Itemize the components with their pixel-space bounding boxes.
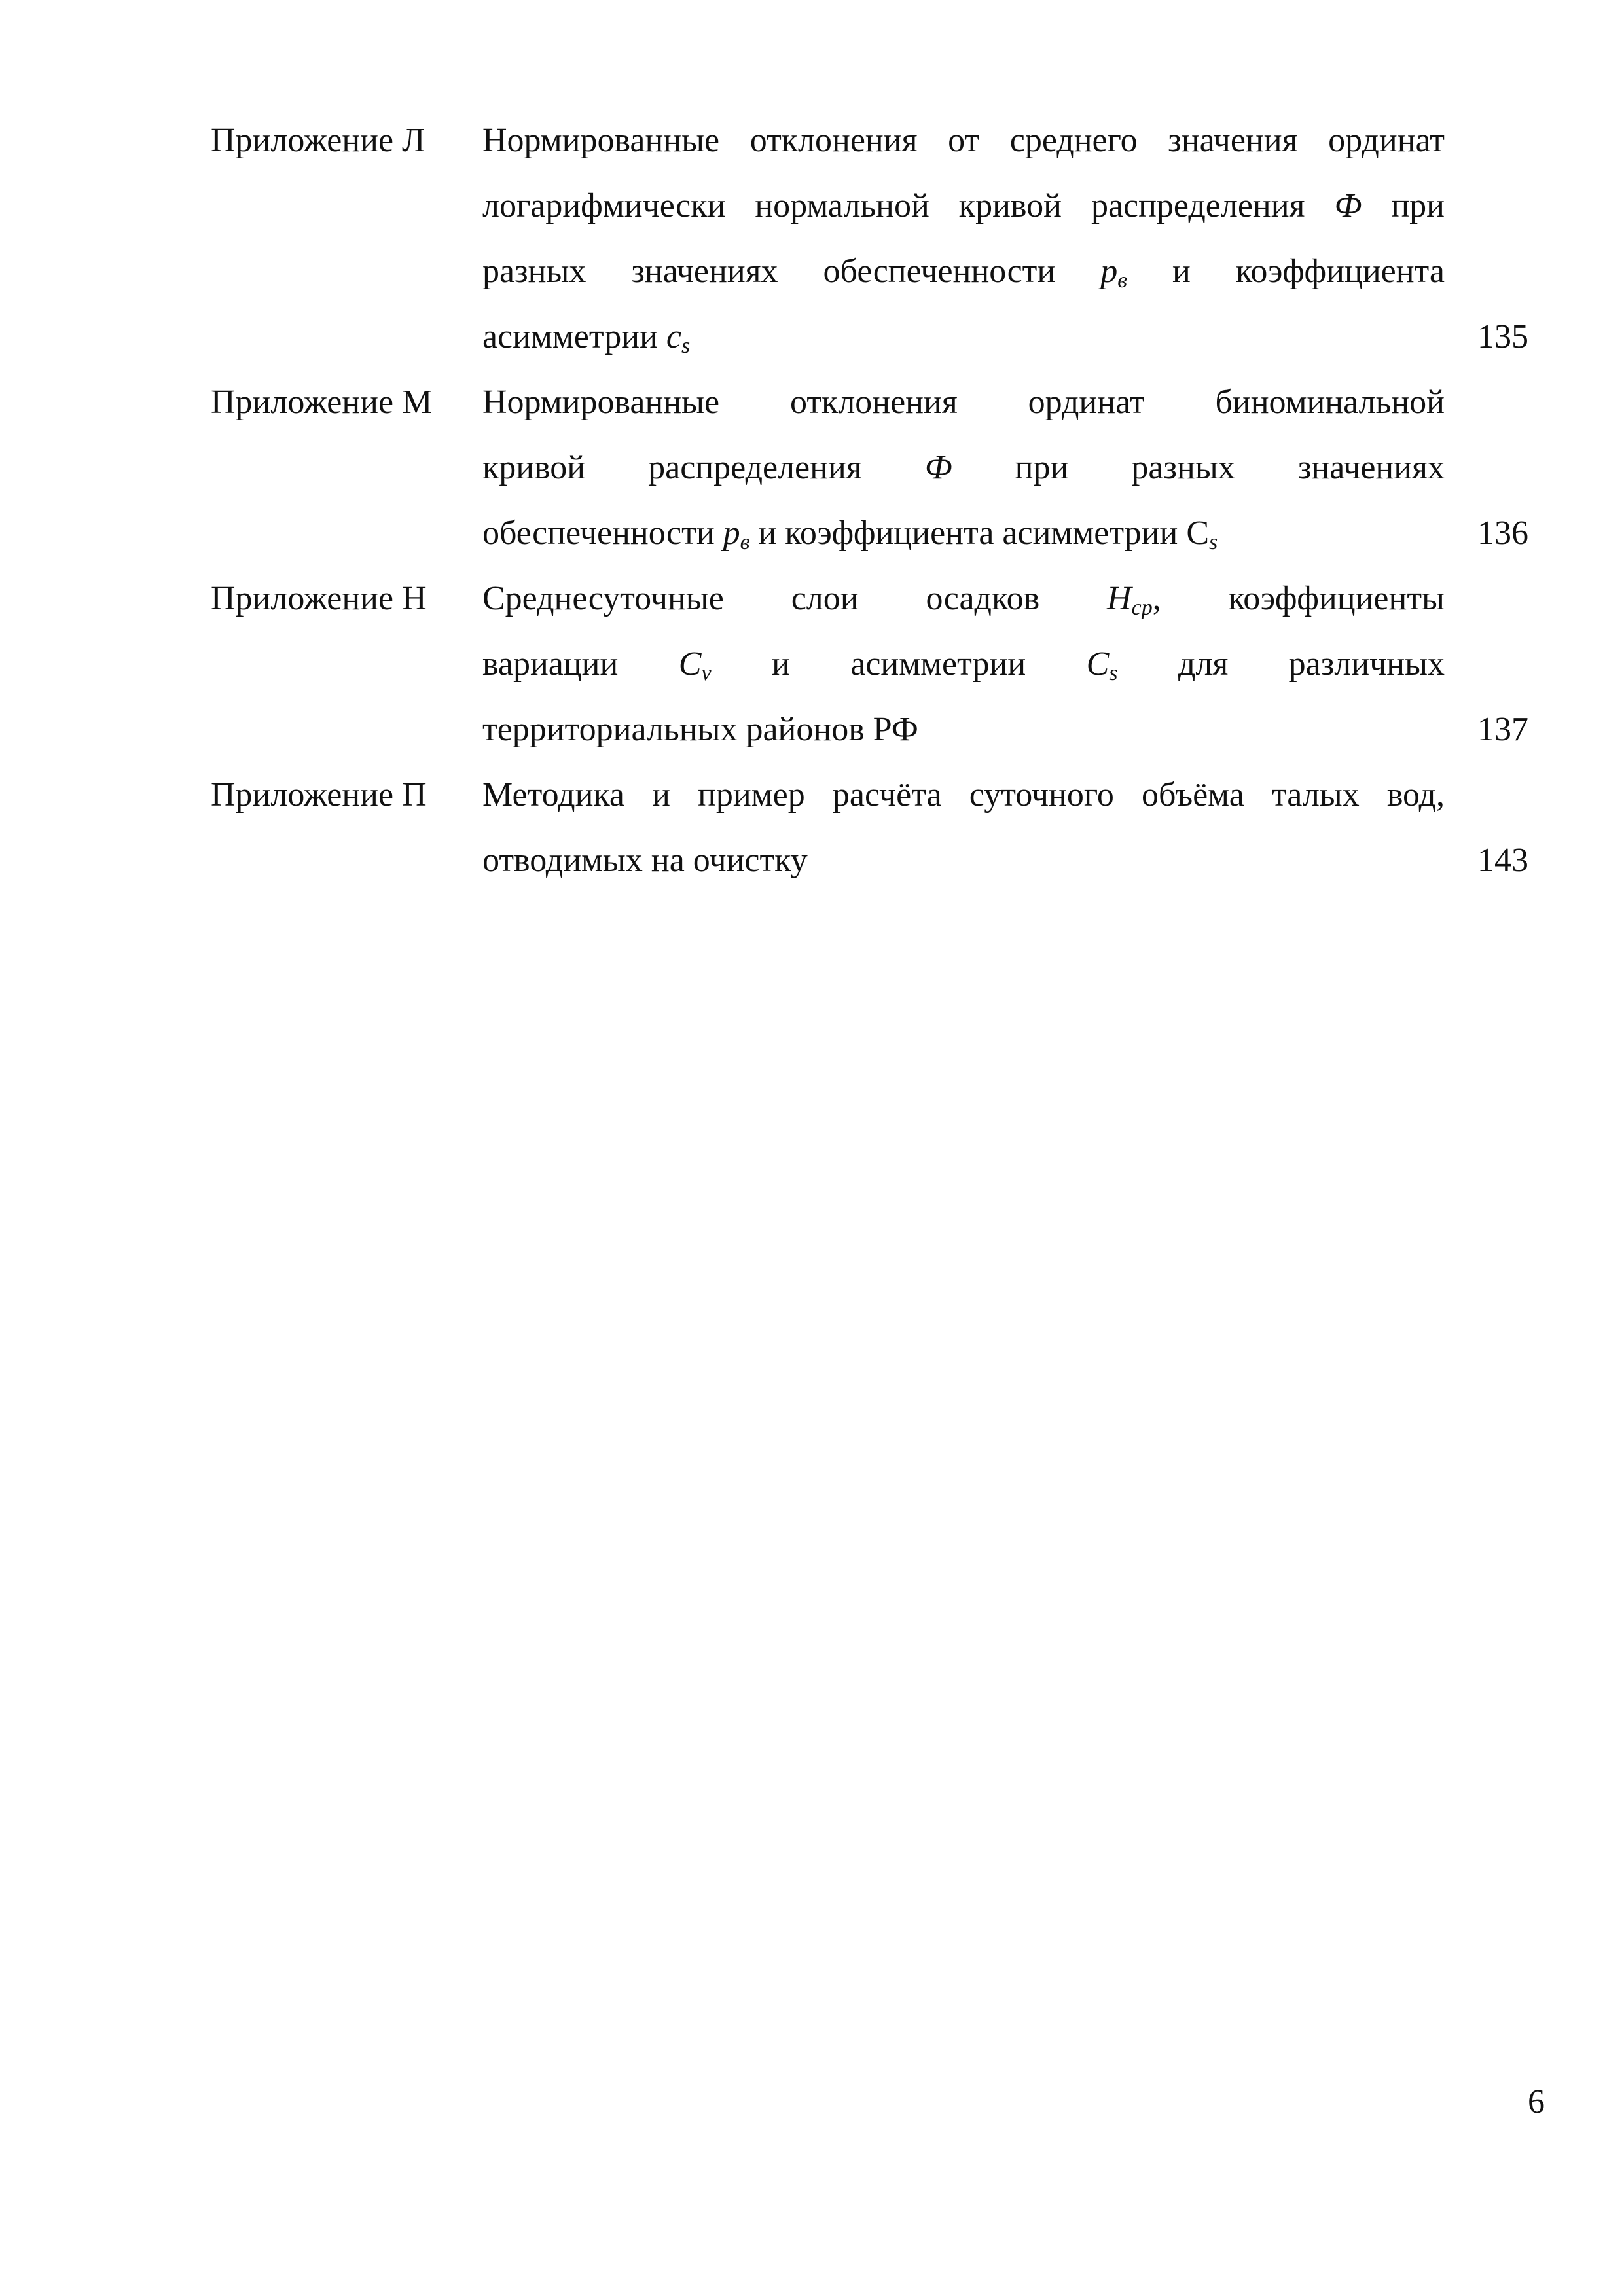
- toc-entry-label: Приложение П: [211, 776, 427, 814]
- toc-entry-title-line: [482, 501, 1445, 566]
- title-text: отводимых на очистку: [482, 842, 808, 879]
- title-text: вариации: [482, 645, 679, 683]
- toc-entry-title-line: [482, 370, 1445, 435]
- subscript-text: в: [1117, 268, 1127, 293]
- toc-entry-title-line: [482, 566, 1445, 632]
- toc-entry-page: 137: [1477, 711, 1528, 748]
- italic-symbol: C: [678, 645, 702, 683]
- toc-entry-page: 136: [1477, 514, 1528, 552]
- toc-entry-title: [482, 566, 1445, 762]
- italic-symbol: H: [1107, 580, 1132, 617]
- toc-entry-title: [482, 108, 1445, 370]
- toc-entry-title-line: [482, 697, 1445, 762]
- toc-entry-label: Приложение Н: [211, 580, 427, 617]
- title-text: разных значениях обеспеченности: [482, 253, 1101, 290]
- italic-symbol: p: [723, 514, 740, 552]
- toc-entry-label: Приложение Л: [211, 122, 425, 159]
- title-text: территориальных районов РФ: [482, 711, 918, 748]
- toc-entry-title: [482, 370, 1445, 566]
- toc-entry-page: 143: [1477, 842, 1528, 879]
- subscript-text: s: [1109, 661, 1118, 685]
- title-text: кривой распределения: [482, 449, 925, 486]
- title-text: Методика и пример расчёта суточного объёма талых вод,: [482, 776, 1445, 814]
- toc-entry-title-line: [482, 632, 1445, 697]
- title-text: обеспеченности: [482, 514, 723, 552]
- subscript-text: v: [701, 661, 712, 685]
- italic-symbol: Ф: [1334, 187, 1362, 224]
- toc-entry-label: Приложение М: [211, 384, 433, 421]
- toc-entry-title-line: [482, 762, 1445, 828]
- toc-entry-title-line: [482, 173, 1445, 239]
- toc-entry-title-line: [482, 435, 1445, 501]
- subscript-text: ср: [1131, 596, 1153, 620]
- page-number: 6: [1528, 2083, 1545, 2121]
- italic-symbol: p: [1100, 253, 1118, 290]
- title-text: Нормированные отклонения от среднего значения ординат: [482, 122, 1445, 159]
- toc-entry-title-line: [482, 108, 1445, 173]
- toc-entry-title-line: [482, 304, 1445, 370]
- subscript-text: s: [1209, 530, 1218, 554]
- toc-entry-title-line: [482, 239, 1445, 304]
- title-text: Нормированные отклонения ординат биноминальной: [482, 384, 1445, 421]
- title-text: и коэффициента: [1127, 253, 1445, 290]
- subscript-text: в: [740, 530, 750, 554]
- subscript-text: s: [681, 334, 691, 358]
- toc-entry-page: 135: [1477, 318, 1528, 355]
- title-text: логарифмически нормальной кривой распределения: [482, 187, 1335, 224]
- title-text: для различных: [1117, 645, 1445, 683]
- title-text: , коэффициенты: [1152, 580, 1445, 617]
- italic-symbol: C: [1086, 645, 1110, 683]
- title-text: Среднесуточные слои осадков: [482, 580, 1108, 617]
- toc-entry-title-line: [482, 828, 1445, 893]
- italic-symbol: Ф: [924, 449, 952, 486]
- title-text: и коэффициента асимметрии C: [749, 514, 1210, 552]
- title-text: при: [1362, 187, 1445, 224]
- title-text: и асимметрии: [711, 645, 1087, 683]
- toc-entry-title: [482, 762, 1445, 893]
- italic-symbol: c: [666, 318, 681, 355]
- title-text: асимметрии: [482, 318, 666, 355]
- title-text: при разных значениях: [952, 449, 1445, 486]
